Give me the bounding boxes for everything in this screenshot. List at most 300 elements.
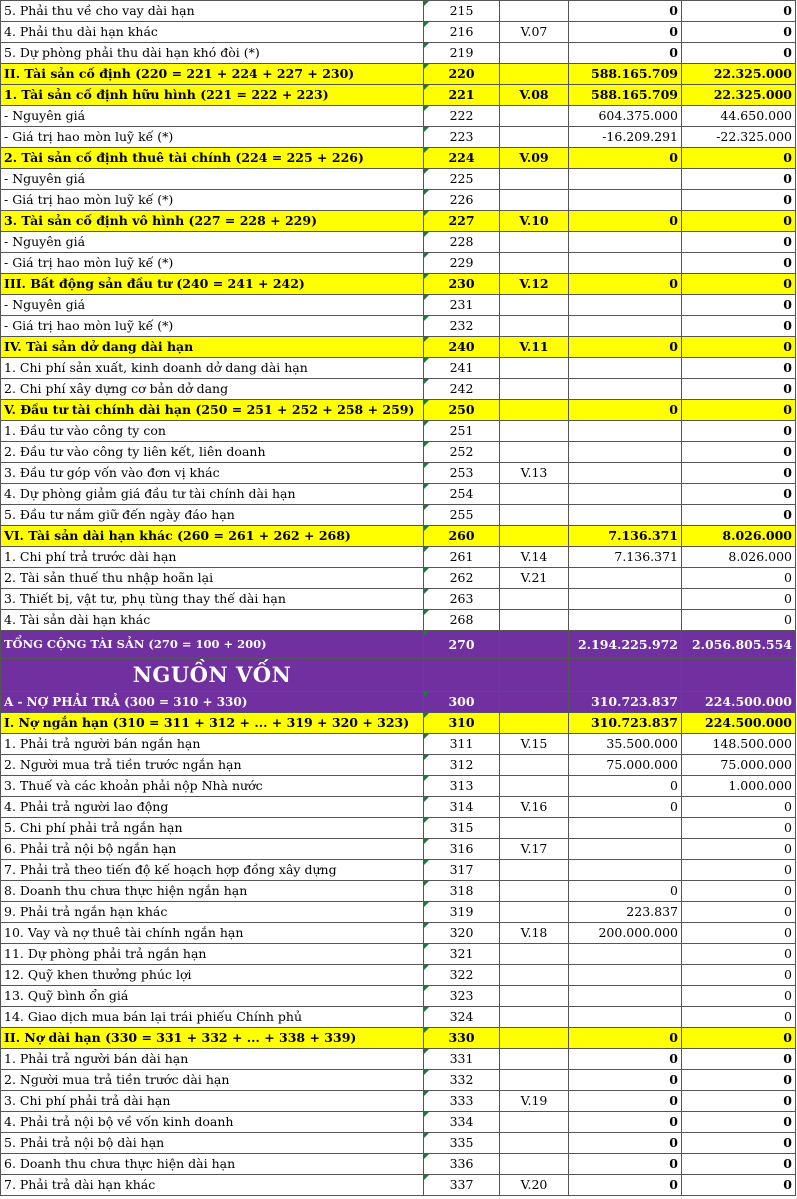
table-row — [1, 589, 796, 610]
table-row — [1, 106, 796, 127]
row-note: V.19 — [500, 1091, 569, 1112]
table-row — [1, 190, 796, 211]
row-note — [500, 127, 569, 148]
row-label: 6. Doanh thu chưa thực hiện dài hạn — [1, 1154, 424, 1175]
table-row — [1, 986, 796, 1007]
table-row — [1, 734, 796, 755]
row-note — [500, 442, 569, 463]
row-code: 254 — [424, 484, 500, 505]
table-row — [1, 713, 796, 734]
table-row — [1, 610, 796, 631]
row-value-end-period: 0 — [569, 337, 682, 358]
row-label: 3. Thiết bị, vật tư, phụ tùng thay thế dài hạn — [1, 589, 424, 610]
row-note — [500, 1112, 569, 1133]
row-code: 319 — [424, 902, 500, 923]
table-row — [1, 484, 796, 505]
row-label: - Giá trị hao mòn luỹ kế (*) — [1, 190, 424, 211]
row-value-end-period: 0 — [569, 1049, 682, 1070]
table-row — [1, 776, 796, 797]
row-note: V.17 — [500, 839, 569, 860]
row-value-begin-period: 1.000.000 — [682, 776, 796, 797]
row-label: 7. Phải trả theo tiến độ kế hoạch hợp đồng xây dựng — [1, 860, 424, 881]
row-label: 8. Doanh thu chưa thực hiện ngắn hạn — [1, 881, 424, 902]
row-value-begin-period: 0 — [682, 400, 796, 421]
row-value-begin-period: 8.026.000 — [682, 526, 796, 547]
row-value-begin-period: 0 — [682, 1154, 796, 1175]
row-value-begin-period: 0 — [682, 379, 796, 400]
row-label: 2. Tài sản cố định thuê tài chính (224 = 225 + 226) — [1, 148, 424, 169]
row-value-end-period: 588.165.709 — [569, 64, 682, 85]
row-label: 1. Đầu tư vào công ty con — [1, 421, 424, 442]
row-note — [500, 1133, 569, 1154]
row-value-end-period: 0 — [569, 881, 682, 902]
row-note: V.09 — [500, 148, 569, 169]
row-code: 253 — [424, 463, 500, 484]
row-value-end-period: 35.500.000 — [569, 734, 682, 755]
row-code: 335 — [424, 1133, 500, 1154]
row-note — [500, 881, 569, 902]
row-note — [500, 358, 569, 379]
row-value-begin-period: 0 — [682, 421, 796, 442]
row-label: VI. Tài sản dài hạn khác (260 = 261 + 262 + 268) — [1, 526, 424, 547]
row-value-end-period: 0 — [569, 1, 682, 22]
table-row — [1, 85, 796, 106]
row-value-end-period: 0 — [569, 400, 682, 421]
row-label: 14. Giao dịch mua bán lại trái phiếu Chính phủ — [1, 1007, 424, 1028]
row-label: 1. Chi phí trả trước dài hạn — [1, 547, 424, 568]
row-value-end-period: 0 — [569, 1112, 682, 1133]
table-row — [1, 211, 796, 232]
row-value-end-period — [569, 568, 682, 589]
row-value-end-period: 0 — [569, 1154, 682, 1175]
row-note — [500, 295, 569, 316]
row-value-begin-period: 0 — [682, 818, 796, 839]
row-note — [500, 692, 569, 713]
row-value-end-period — [569, 379, 682, 400]
row-note — [500, 902, 569, 923]
row-code: 310 — [424, 713, 500, 734]
row-value-begin-period: 0 — [682, 610, 796, 631]
table-row — [1, 818, 796, 839]
row-value-end-period: 310.723.837 — [569, 713, 682, 734]
row-value-begin-period: 0 — [682, 1112, 796, 1133]
row-code: 330 — [424, 1028, 500, 1049]
table-row — [1, 337, 796, 358]
table-row — [1, 295, 796, 316]
row-note: V.20 — [500, 1175, 569, 1196]
table-row — [1, 1, 796, 22]
table-row — [1, 379, 796, 400]
table-row — [1, 944, 796, 965]
row-label: 6. Phải trả nội bộ ngắn hạn — [1, 839, 424, 860]
table-row — [1, 659, 796, 692]
row-value-end-period: 0 — [569, 211, 682, 232]
table-row — [1, 965, 796, 986]
row-code: 322 — [424, 965, 500, 986]
row-label: - Nguyên giá — [1, 232, 424, 253]
row-code: 315 — [424, 818, 500, 839]
row-code: 225 — [424, 169, 500, 190]
row-code: 231 — [424, 295, 500, 316]
row-code: 230 — [424, 274, 500, 295]
row-value-end-period — [569, 944, 682, 965]
table-row — [1, 923, 796, 944]
row-label: II. Nợ dài hạn (330 = 331 + 332 + ... + 338 + 339) — [1, 1028, 424, 1049]
table-row — [1, 631, 796, 659]
row-value-end-period: 200.000.000 — [569, 923, 682, 944]
row-code: 313 — [424, 776, 500, 797]
table-row — [1, 1049, 796, 1070]
row-note — [500, 400, 569, 421]
row-note — [500, 755, 569, 776]
row-note — [500, 505, 569, 526]
row-value-end-period: 0 — [569, 776, 682, 797]
row-value-begin-period: 0 — [682, 148, 796, 169]
row-value-end-period — [569, 295, 682, 316]
row-value-end-period — [569, 860, 682, 881]
row-code: 240 — [424, 337, 500, 358]
row-value-end-period — [569, 232, 682, 253]
row-value-begin-period: 0 — [682, 463, 796, 484]
row-label: 2. Đầu tư vào công ty liên kết, liên doanh — [1, 442, 424, 463]
table-row — [1, 22, 796, 43]
row-note — [500, 421, 569, 442]
row-value-begin-period — [682, 659, 796, 692]
row-code — [424, 659, 500, 692]
row-label: TỔNG CỘNG TÀI SẢN (270 = 100 + 200) — [1, 631, 424, 659]
row-note — [500, 484, 569, 505]
row-value-begin-period: 0 — [682, 1, 796, 22]
row-label: 1. Chi phí sản xuất, kinh doanh dở dang dài hạn — [1, 358, 424, 379]
row-value-begin-period: 0 — [682, 358, 796, 379]
row-value-begin-period: 0 — [682, 337, 796, 358]
row-label: 13. Quỹ bình ổn giá — [1, 986, 424, 1007]
row-code: 331 — [424, 1049, 500, 1070]
row-note — [500, 190, 569, 211]
row-value-begin-period: 0 — [682, 1028, 796, 1049]
row-code: 261 — [424, 547, 500, 568]
row-label: 5. Chi phí phải trả ngắn hạn — [1, 818, 424, 839]
row-note — [500, 776, 569, 797]
row-value-begin-period: 0 — [682, 1133, 796, 1154]
table-row — [1, 232, 796, 253]
table-row — [1, 148, 796, 169]
row-value-end-period — [569, 253, 682, 274]
row-code: 332 — [424, 1070, 500, 1091]
table-row — [1, 1175, 796, 1196]
row-label: IV. Tài sản dở dang dài hạn — [1, 337, 424, 358]
row-value-begin-period: 0 — [682, 43, 796, 64]
row-value-end-period — [569, 659, 682, 692]
table-row — [1, 442, 796, 463]
table-row — [1, 253, 796, 274]
row-code: 255 — [424, 505, 500, 526]
row-code: 219 — [424, 43, 500, 64]
row-label: NGUỒN VỐN — [1, 659, 424, 692]
row-code: 232 — [424, 316, 500, 337]
row-label: 10. Vay và nợ thuê tài chính ngắn hạn — [1, 923, 424, 944]
row-value-begin-period: 44.650.000 — [682, 106, 796, 127]
row-value-end-period — [569, 484, 682, 505]
row-value-end-period — [569, 610, 682, 631]
row-value-end-period — [569, 818, 682, 839]
row-code: 300 — [424, 692, 500, 713]
row-code: 262 — [424, 568, 500, 589]
row-value-end-period — [569, 442, 682, 463]
row-label: 9. Phải trả ngắn hạn khác — [1, 902, 424, 923]
row-label: 3. Tài sản cố định vô hình (227 = 228 + 229) — [1, 211, 424, 232]
row-value-end-period: 7.136.371 — [569, 526, 682, 547]
row-note — [500, 253, 569, 274]
row-value-end-period — [569, 463, 682, 484]
row-note — [500, 965, 569, 986]
row-code: 251 — [424, 421, 500, 442]
row-value-begin-period: 148.500.000 — [682, 734, 796, 755]
row-code: 321 — [424, 944, 500, 965]
row-note: V.16 — [500, 797, 569, 818]
row-value-end-period: 604.375.000 — [569, 106, 682, 127]
row-note: V.11 — [500, 337, 569, 358]
table-row — [1, 463, 796, 484]
row-note — [500, 1070, 569, 1091]
table-row — [1, 755, 796, 776]
row-note — [500, 589, 569, 610]
table-row — [1, 881, 796, 902]
row-note: V.14 — [500, 547, 569, 568]
row-code: 324 — [424, 1007, 500, 1028]
row-code: 312 — [424, 755, 500, 776]
row-code: 252 — [424, 442, 500, 463]
table-row — [1, 1091, 796, 1112]
row-value-end-period — [569, 190, 682, 211]
row-value-end-period — [569, 1007, 682, 1028]
row-note — [500, 232, 569, 253]
row-label: 4. Phải trả người lao động — [1, 797, 424, 818]
row-code: 229 — [424, 253, 500, 274]
row-code: 220 — [424, 64, 500, 85]
row-value-begin-period: 0 — [682, 169, 796, 190]
row-value-begin-period: 0 — [682, 484, 796, 505]
row-label: - Giá trị hao mòn luỹ kế (*) — [1, 316, 424, 337]
row-label: 2. Người mua trả tiền trước dài hạn — [1, 1070, 424, 1091]
row-value-begin-period: 0 — [682, 295, 796, 316]
row-label: - Nguyên giá — [1, 295, 424, 316]
row-value-end-period — [569, 169, 682, 190]
row-value-begin-period: -22.325.000 — [682, 127, 796, 148]
row-code: 316 — [424, 839, 500, 860]
row-note: V.12 — [500, 274, 569, 295]
row-note — [500, 379, 569, 400]
row-label: 11. Dự phòng phải trả ngắn hạn — [1, 944, 424, 965]
row-label: A - NỢ PHẢI TRẢ (300 = 310 + 330) — [1, 692, 424, 713]
table-row — [1, 1112, 796, 1133]
table-row — [1, 169, 796, 190]
table-row — [1, 1133, 796, 1154]
row-code: 320 — [424, 923, 500, 944]
row-value-end-period: 0 — [569, 797, 682, 818]
table-row — [1, 568, 796, 589]
table-row — [1, 505, 796, 526]
row-code: 224 — [424, 148, 500, 169]
row-note: V.15 — [500, 734, 569, 755]
row-value-begin-period: 0 — [682, 944, 796, 965]
row-note — [500, 944, 569, 965]
table-row — [1, 316, 796, 337]
row-note — [500, 860, 569, 881]
row-value-end-period — [569, 986, 682, 1007]
row-value-end-period: 0 — [569, 1070, 682, 1091]
table-row — [1, 547, 796, 568]
table-row — [1, 526, 796, 547]
row-note — [500, 659, 569, 692]
row-note — [500, 986, 569, 1007]
row-label: - Giá trị hao mòn luỹ kế (*) — [1, 253, 424, 274]
row-note: V.08 — [500, 85, 569, 106]
table-row — [1, 358, 796, 379]
row-value-begin-period: 0 — [682, 589, 796, 610]
row-note — [500, 713, 569, 734]
row-note — [500, 169, 569, 190]
row-value-begin-period: 224.500.000 — [682, 713, 796, 734]
row-label: 2. Chi phí xây dựng cơ bản dở dang — [1, 379, 424, 400]
row-value-end-period — [569, 358, 682, 379]
table-row — [1, 860, 796, 881]
row-label: 1. Phải trả người bán dài hạn — [1, 1049, 424, 1070]
row-value-end-period: 0 — [569, 43, 682, 64]
row-code: 270 — [424, 631, 500, 659]
row-value-end-period: 310.723.837 — [569, 692, 682, 713]
row-value-begin-period: 0 — [682, 274, 796, 295]
row-code: 263 — [424, 589, 500, 610]
row-note — [500, 1154, 569, 1175]
row-note: V.21 — [500, 568, 569, 589]
row-value-end-period — [569, 421, 682, 442]
row-value-begin-period: 75.000.000 — [682, 755, 796, 776]
row-label: - Nguyên giá — [1, 169, 424, 190]
row-value-end-period: -16.209.291 — [569, 127, 682, 148]
row-label: 4. Dự phòng giảm giá đầu tư tài chính dài hạn — [1, 484, 424, 505]
row-label: - Giá trị hao mòn luỹ kế (*) — [1, 127, 424, 148]
row-code: 311 — [424, 734, 500, 755]
table-row — [1, 1028, 796, 1049]
row-note — [500, 1049, 569, 1070]
row-value-end-period: 0 — [569, 1028, 682, 1049]
row-label: 4. Tài sản dài hạn khác — [1, 610, 424, 631]
table-row — [1, 64, 796, 85]
table-row — [1, 1154, 796, 1175]
row-note — [500, 1028, 569, 1049]
row-code: 226 — [424, 190, 500, 211]
row-label: 5. Phải trả nội bộ dài hạn — [1, 1133, 424, 1154]
row-value-begin-period: 0 — [682, 232, 796, 253]
row-label: 1. Phải trả người bán ngắn hạn — [1, 734, 424, 755]
row-value-begin-period: 0 — [682, 860, 796, 881]
row-value-begin-period: 22.325.000 — [682, 85, 796, 106]
row-label: - Nguyên giá — [1, 106, 424, 127]
row-note: V.07 — [500, 22, 569, 43]
row-value-end-period — [569, 965, 682, 986]
row-value-end-period — [569, 316, 682, 337]
row-code: 260 — [424, 526, 500, 547]
row-value-begin-period: 0 — [682, 986, 796, 1007]
row-code: 333 — [424, 1091, 500, 1112]
row-value-begin-period: 0 — [682, 923, 796, 944]
row-value-begin-period: 0 — [682, 568, 796, 589]
row-label: 5. Phải thu về cho vay dài hạn — [1, 1, 424, 22]
row-label: 2. Người mua trả tiền trước ngắn hạn — [1, 755, 424, 776]
row-note — [500, 610, 569, 631]
row-code: 336 — [424, 1154, 500, 1175]
row-value-begin-period: 0 — [682, 442, 796, 463]
row-value-end-period: 0 — [569, 1133, 682, 1154]
table-row — [1, 421, 796, 442]
row-code: 323 — [424, 986, 500, 1007]
row-note: V.13 — [500, 463, 569, 484]
row-note — [500, 316, 569, 337]
row-code: 227 — [424, 211, 500, 232]
row-label: 7. Phải trả dài hạn khác — [1, 1175, 424, 1196]
row-code: 223 — [424, 127, 500, 148]
row-code: 221 — [424, 85, 500, 106]
row-note: V.10 — [500, 211, 569, 232]
row-label: 3. Đầu tư góp vốn vào đơn vị khác — [1, 463, 424, 484]
row-code: 241 — [424, 358, 500, 379]
row-value-end-period: 0 — [569, 148, 682, 169]
row-code: 222 — [424, 106, 500, 127]
row-value-begin-period: 0 — [682, 316, 796, 337]
row-value-end-period: 2.194.225.972 — [569, 631, 682, 659]
row-label: 4. Phải thu dài hạn khác — [1, 22, 424, 43]
row-code: 268 — [424, 610, 500, 631]
row-value-begin-period: 0 — [682, 22, 796, 43]
row-label: 5. Dự phòng phải thu dài hạn khó đòi (*) — [1, 43, 424, 64]
row-label: 3. Chi phí phải trả dài hạn — [1, 1091, 424, 1112]
row-label: 2. Tài sản thuế thu nhập hoãn lại — [1, 568, 424, 589]
row-value-end-period: 588.165.709 — [569, 85, 682, 106]
row-value-begin-period: 0 — [682, 211, 796, 232]
row-value-begin-period: 0 — [682, 1070, 796, 1091]
row-value-end-period — [569, 505, 682, 526]
row-value-end-period: 0 — [569, 1091, 682, 1112]
row-label: V. Đầu tư tài chính dài hạn (250 = 251 + 252 + 258 + 259) — [1, 400, 424, 421]
row-note — [500, 106, 569, 127]
row-value-end-period: 0 — [569, 274, 682, 295]
row-code: 318 — [424, 881, 500, 902]
row-label: 3. Thuế và các khoản phải nộp Nhà nước — [1, 776, 424, 797]
table-row — [1, 400, 796, 421]
row-code: 314 — [424, 797, 500, 818]
row-value-end-period: 223.837 — [569, 902, 682, 923]
table-row — [1, 692, 796, 713]
row-value-begin-period: 0 — [682, 1091, 796, 1112]
row-note — [500, 64, 569, 85]
row-label: II. Tài sản cố định (220 = 221 + 224 + 227 + 230) — [1, 64, 424, 85]
table-row — [1, 797, 796, 818]
row-value-begin-period: 0 — [682, 505, 796, 526]
row-value-begin-period: 0 — [682, 839, 796, 860]
row-value-begin-period: 0 — [682, 1049, 796, 1070]
row-label: III. Bất động sản đầu tư (240 = 241 + 242) — [1, 274, 424, 295]
row-value-end-period: 0 — [569, 1175, 682, 1196]
row-value-begin-period: 0 — [682, 797, 796, 818]
row-value-begin-period: 0 — [682, 902, 796, 923]
table-row — [1, 839, 796, 860]
row-value-begin-period: 8.026.000 — [682, 547, 796, 568]
table-row — [1, 43, 796, 64]
row-value-begin-period: 0 — [682, 1007, 796, 1028]
row-label: 5. Đầu tư nắm giữ đến ngày đáo hạn — [1, 505, 424, 526]
row-note: V.18 — [500, 923, 569, 944]
